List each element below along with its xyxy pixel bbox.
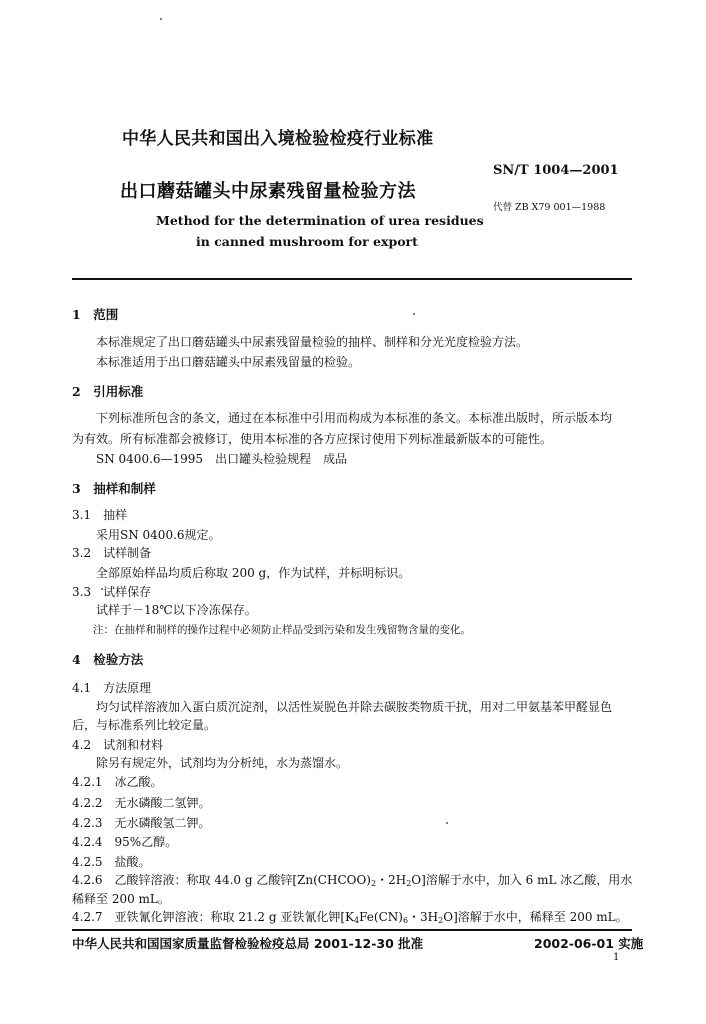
section-2-heading: 2 引用标准 — [72, 384, 144, 399]
scan-speckle — [413, 313, 415, 315]
item-4-2-6-text: 4.2.6 乙酸锌溶液：称取 44.0 g 乙酸锌[Zn(CHCOO) — [72, 873, 371, 887]
section-3-heading: 3 抽样和制样 — [72, 481, 156, 496]
item-4-2-6 — [72, 872, 632, 892]
section-2-reference: SN 0400.6—1995 出口罐头检验规程 成品 — [96, 452, 348, 466]
subsection-3-2-heading: 3.2 试样制备 — [72, 546, 152, 560]
subsection-3-2-text: 全部原始样品均质后称取 200 g，作为试样，并标明标识。 — [96, 566, 411, 580]
section-3-note: 注：在抽样和制样的操作过程中必须防止样品受到污染和发生残留物含量的变化。 — [93, 624, 471, 636]
item-4-2-7 — [72, 909, 628, 929]
item-4-2-7-text: ・3H — [408, 910, 439, 924]
subsection-4-1-text-line-1: 均匀试样溶液加入蛋白质沉淀剂，以活性炭脱色并除去碳胺类物质干扰，用对二甲氨基苯甲醛显色 — [96, 700, 613, 714]
section-1-paragraph-1: 本标准规定了出口蘑菇罐头中尿素残留量检验的抽样、制样和分光光度检验方法。 — [96, 335, 529, 349]
page-number: 1 — [613, 952, 620, 963]
section-4-heading: 4 检验方法 — [72, 652, 144, 667]
item-4-2-1: 4.2.1 冰乙酸。 — [72, 775, 163, 789]
subscript: 2 — [371, 879, 377, 888]
english-title-line-1: Method for the determination of urea residues — [156, 213, 484, 228]
subscript: 2 — [438, 916, 444, 925]
subscript: 2 — [406, 879, 412, 888]
english-title-line-2: in canned mushroom for export — [196, 234, 418, 249]
standard-code: SN/T 1004—2001 — [493, 163, 619, 178]
section-2-paragraph-line-2: 为有效。所有标准都会被修订，使用本标准的各方应探讨使用下列标准最新版本的可能性。 — [72, 432, 553, 446]
subsection-4-1-heading: 4.1 方法原理 — [72, 681, 152, 695]
subsection-4-1-text-line-2: 后，与标准系列比较定量。 — [72, 718, 217, 732]
item-4-2-5: 4.2.5 盐酸。 — [72, 855, 151, 869]
subsection-4-2-heading: 4.2 试剂和材料 — [72, 738, 164, 752]
section-2-paragraph-line-1: 下列标准所包含的条文，通过在本标准中引用而构成为本标准的条文。本标准出版时，所示版本均 — [96, 411, 613, 425]
subscript: 4 — [354, 916, 360, 925]
item-4-2-6-text: O]溶解于水中，加入 6 mL 冰乙酸，用水 — [411, 873, 633, 887]
item-4-2-6-text: ・2H — [376, 873, 407, 887]
item-4-2-3: 4.2.3 无水磷酸氢二钾。 — [72, 816, 211, 830]
subsection-3-1-text: 采用SN 0400.6规定。 — [96, 528, 221, 542]
scan-speckle — [446, 822, 448, 824]
approval-line: 中华人民共和国国家质量监督检验检疫总局 2001-12-30 批准 — [72, 936, 424, 951]
item-4-2-2: 4.2.2 无水磷酸二氢钾。 — [72, 796, 211, 810]
subsection-3-3-text: 试样于－18℃以下冷冻保存。 — [96, 603, 257, 617]
item-4-2-7-text: Fe(CN) — [359, 910, 403, 924]
item-4-2-4: 4.2.4 95%乙醇。 — [72, 835, 178, 849]
industry-standard-title: 中华人民共和国出入境检验检疫行业标准 — [122, 129, 434, 149]
item-4-2-7-text: 4.2.7 亚铁氰化钾溶液：称取 21.2 g 亚铁氰化钾[K — [72, 910, 355, 924]
footer-divider — [72, 929, 632, 931]
header-divider — [72, 278, 632, 280]
item-4-2-6-continuation: 稀释至 200 mL。 — [72, 892, 170, 906]
subscript: 6 — [402, 916, 409, 925]
scan-speckle — [160, 18, 162, 20]
replaces-standard: 代替 ZB X79 001—1988 — [493, 202, 606, 213]
section-1-paragraph-2: 本标准适用于出口蘑菇罐头中尿素残留量的检验。 — [96, 355, 361, 369]
subsection-3-3-heading: 3.3 试样保存 — [72, 585, 152, 599]
section-1-heading: 1 范围 — [72, 307, 119, 322]
document-title: 出口蘑菇罐头中尿素残留量检验方法 — [120, 181, 416, 202]
subsection-3-1-heading: 3.1 抽样 — [72, 508, 128, 522]
implementation-date: 2002-06-01 实施 — [534, 936, 644, 951]
subsection-4-2-text: 除另有规定外，试剂均为分析纯，水为蒸馏水。 — [96, 756, 349, 770]
item-4-2-7-text: O]溶解于水中，稀释至 200 mL。 — [443, 910, 628, 924]
